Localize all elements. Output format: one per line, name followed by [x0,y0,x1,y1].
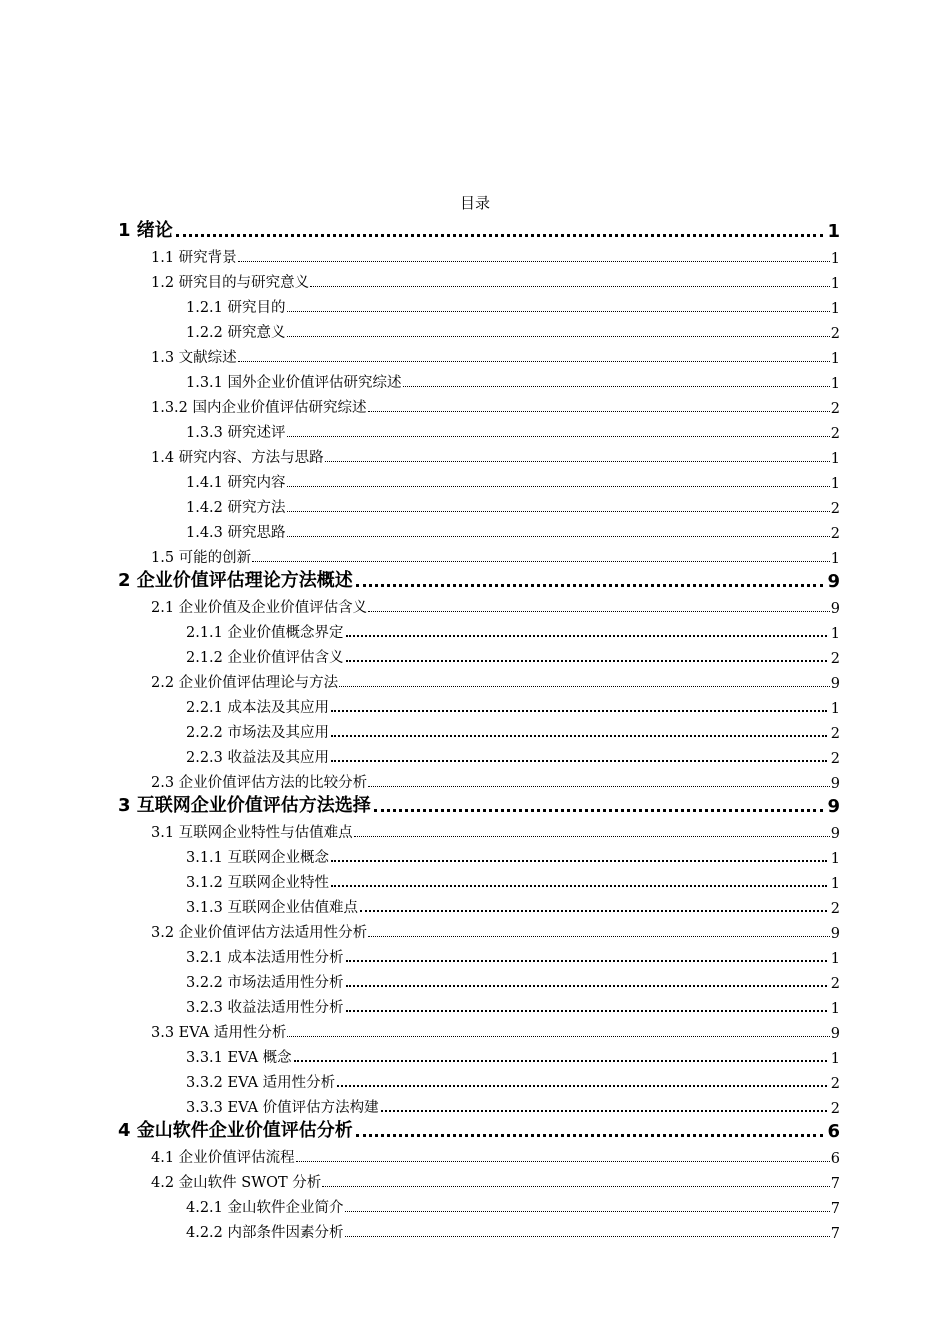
toc-dot-leader [331,860,827,862]
toc-page-number: 9 [830,926,840,942]
toc-entry-chapter-2[interactable] [118,568,840,592]
toc-entry-subsection[interactable] [186,1043,840,1067]
toc-dot-leader [345,1236,830,1237]
toc-page-number: 7 [830,1176,840,1192]
toc-page-number: 2 [830,426,840,442]
toc-entry-label: 1.3.2 国内企业价值评估研究综述 [151,400,367,416]
toc-entry-section[interactable] [151,343,840,367]
toc-entry-label: 3.3.1 EVA 概念 [186,1050,292,1066]
toc-entry-subsection[interactable] [186,1218,840,1242]
toc-dot-leader [356,584,824,587]
toc-entry-label: 1.2 研究目的与研究意义 [151,275,310,291]
toc-entry-label: 3.3 EVA 适用性分析 [151,1025,287,1041]
toc-entry-subsection[interactable] [186,293,840,317]
toc-entry-label: 4.2 金山软件 SWOT 分析 [151,1175,322,1191]
toc-entry-subsection[interactable] [186,1068,840,1092]
toc-entry-label: 1.4.1 研究内容 [186,475,286,491]
toc-entry-label: 1.3.3 研究述评 [186,425,286,441]
toc-dot-leader [176,234,824,237]
toc-page-number: 1 [830,626,840,642]
toc-dot-leader [287,311,830,312]
toc-entry-label: 3.1.1 互联网企业概念 [186,850,330,866]
toc-entry-subsection[interactable] [186,643,840,667]
toc-entry-section[interactable] [151,1168,840,1192]
toc-dot-leader [287,1036,829,1037]
toc-entry-subsection[interactable] [186,893,840,917]
toc-dot-leader [374,809,824,812]
toc-entry-label: 4 金山软件企业价值评估分析 [118,1120,353,1141]
toc-page-number: 2 [830,401,840,417]
toc-entry-label: 2.1.2 企业价值评估含义 [186,650,344,666]
toc-dot-leader [325,461,830,462]
toc-entry-label: 3.3.3 EVA 价值评估方法构建 [186,1100,379,1116]
toc-page-number: 2 [830,901,840,917]
toc-dot-leader [252,561,830,562]
toc-dot-leader [360,910,827,912]
toc-page-number: 1 [830,351,840,367]
toc-dot-leader [331,885,827,887]
toc-entry-label: 1.4 研究内容、方法与思路 [151,450,324,466]
toc-entry-subsection[interactable] [186,518,840,542]
toc-entry-section[interactable] [151,818,840,842]
toc-entry-subsection[interactable] [186,693,840,717]
toc-entry-section[interactable] [151,768,840,792]
toc-entry-subsection[interactable] [186,418,840,442]
toc-dot-leader [287,536,830,537]
toc-page-number: 9 [830,601,840,617]
toc-page-number: 1 [830,851,840,867]
toc-entry-subsection[interactable] [186,843,840,867]
toc-page-number: 9 [827,796,840,817]
toc-entry-subsection[interactable] [186,1093,840,1117]
toc-entry-label: 2.2.3 收益法及其应用 [186,750,330,766]
toc-entry-label: 3.2.3 收益法适用性分析 [186,1000,344,1016]
toc-page-number: 1 [830,951,840,967]
toc-dot-leader [296,1161,830,1162]
toc-entry-section[interactable] [151,243,840,267]
toc-dot-leader [368,611,830,612]
toc-dot-leader [322,1186,829,1187]
toc-entry-subsection[interactable] [186,993,840,1017]
toc-entry-label: 4.2.2 内部条件因素分析 [186,1225,344,1241]
toc-page-number: 1 [827,221,840,242]
toc-entry-section[interactable] [151,1018,840,1042]
toc-entry-subsection[interactable] [186,943,840,967]
toc-entry-label: 3.1 互联网企业特性与估值难点 [151,825,353,841]
toc-entry-section[interactable] [151,1143,840,1167]
toc-entry-label: 3.2 企业价值评估方法适用性分析 [151,925,368,941]
toc-entry-label: 3.2.1 成本法适用性分析 [186,950,344,966]
toc-entry-label: 3.1.2 互联网企业特性 [186,875,330,891]
toc-dot-leader [346,985,827,987]
toc-page-number: 1 [830,451,840,467]
toc-dot-leader [287,436,830,437]
toc-dot-leader [331,760,827,762]
toc-page-number: 1 [830,476,840,492]
toc-dot-leader [368,411,830,412]
toc-dot-leader [368,936,830,937]
toc-page-number: 9 [830,1026,840,1042]
toc-page-number: 1 [830,1001,840,1017]
toc-page-number: 2 [830,1076,840,1092]
toc-page-number: 2 [830,1101,840,1117]
toc-dot-leader [310,286,830,287]
toc-entry-label: 1.4.2 研究方法 [186,500,286,516]
toc-page-number: 1 [830,276,840,292]
toc-entry-subsection[interactable] [186,1193,840,1217]
toc-entry-label: 1.4.3 研究思路 [186,525,286,541]
toc-entry-subsection[interactable] [186,868,840,892]
toc-page-number: 9 [830,776,840,792]
toc-entry-label: 2.2 企业价值评估理论与方法 [151,675,339,691]
toc-entry-label: 3 互联网企业价值评估方法选择 [118,795,371,816]
toc-page-number: 2 [830,326,840,342]
toc-dot-leader [346,960,827,962]
toc-page-number: 1 [830,301,840,317]
toc-entry-label: 1.1 研究背景 [151,250,237,266]
toc-dot-leader [331,735,827,737]
toc-page-number: 2 [830,976,840,992]
toc-entry-subsection[interactable] [186,618,840,642]
toc-entry-label: 3.1.3 互联网企业估值难点 [186,900,359,916]
toc-page-number: 9 [830,826,840,842]
toc-dot-leader [356,1134,824,1137]
toc-entry-label: 4.1 企业价值评估流程 [151,1150,295,1166]
toc-entry-chapter-3[interactable] [118,793,840,817]
toc-dot-leader [238,361,830,362]
toc-entry-label: 4.2.1 金山软件企业简介 [186,1200,344,1216]
toc-dot-leader [238,261,830,262]
toc-dot-leader [381,1110,827,1112]
toc-dot-leader [345,1211,830,1212]
toc-page-number: 1 [830,701,840,717]
toc-entry-label: 3.3.2 EVA 适用性分析 [186,1075,336,1091]
toc-entry-label: 1.2.1 研究目的 [186,300,286,316]
toc-entry-section[interactable] [151,593,840,617]
toc-entry-subsection[interactable] [186,493,840,517]
toc-entry-section[interactable] [151,443,840,467]
toc-entry-chapter-4[interactable] [118,1118,840,1142]
toc-entry-subsection[interactable] [186,468,840,492]
page-title: 目录 [459,194,490,212]
toc-entry-label: 2.2.2 市场法及其应用 [186,725,330,741]
toc-page-number: 9 [830,676,840,692]
toc-page-number: 7 [830,1226,840,1242]
toc-entry-section[interactable] [151,393,840,417]
toc-entry-label: 1.3.1 国外企业价值评估研究综述 [186,375,402,391]
toc-page-number: 1 [830,376,840,392]
toc-dot-leader [403,386,830,387]
toc-dot-leader [287,336,830,337]
toc-page-number: 1 [830,1051,840,1067]
toc-page-number: 1 [830,251,840,267]
toc-dot-leader [294,1060,827,1062]
toc-entry-subsection[interactable] [186,318,840,342]
toc-entry-label: 2.1 企业价值及企业价值评估含义 [151,600,368,616]
toc-dot-leader [354,836,830,837]
toc-entry-section[interactable] [151,543,840,567]
toc-entry-subsection[interactable] [186,718,840,742]
toc-entry-label: 1 绪论 [118,220,173,241]
toc-dot-leader [368,786,830,787]
toc-page-number: 1 [830,876,840,892]
toc-dot-leader [346,635,827,637]
toc-entry-label: 2.2.1 成本法及其应用 [186,700,330,716]
toc-dot-leader [331,710,827,712]
toc-page-number: 1 [830,551,840,567]
toc-entry-label: 2 企业价值评估理论方法概述 [118,570,353,591]
toc-dot-leader [346,1010,827,1012]
toc-entry-subsection[interactable] [186,743,840,767]
toc-entry-subsection[interactable] [186,968,840,992]
toc-dot-leader [337,1085,827,1087]
toc-entry-label: 1.5 可能的创新 [151,550,252,566]
toc-page-number: 2 [830,751,840,767]
toc-dot-leader [287,486,830,487]
toc-page-number: 2 [830,501,840,517]
toc-page-number: 2 [830,526,840,542]
toc-entry-section[interactable] [151,668,840,692]
toc-page-number: 2 [830,651,840,667]
toc-entry-label: 1.2.2 研究意义 [186,325,286,341]
toc-entry-section[interactable] [151,268,840,292]
toc-dot-leader [339,686,830,687]
toc-page-number: 7 [830,1201,840,1217]
toc-entry-label: 1.3 文献综述 [151,350,237,366]
toc-page-number: 6 [827,1121,840,1142]
toc-page-number: 6 [830,1151,840,1167]
toc-dot-leader [346,660,827,662]
toc-entry-subsection[interactable] [186,368,840,392]
toc-dot-leader [287,511,830,512]
toc-page-number: 9 [827,571,840,592]
toc-page-number: 2 [830,726,840,742]
toc-entry-label: 2.3 企业价值评估方法的比较分析 [151,775,368,791]
toc-entry-section[interactable] [151,918,840,942]
toc-entry-label: 3.2.2 市场法适用性分析 [186,975,344,991]
toc-entry-chapter-1[interactable] [118,218,840,242]
toc-entry-label: 2.1.1 企业价值概念界定 [186,625,344,641]
